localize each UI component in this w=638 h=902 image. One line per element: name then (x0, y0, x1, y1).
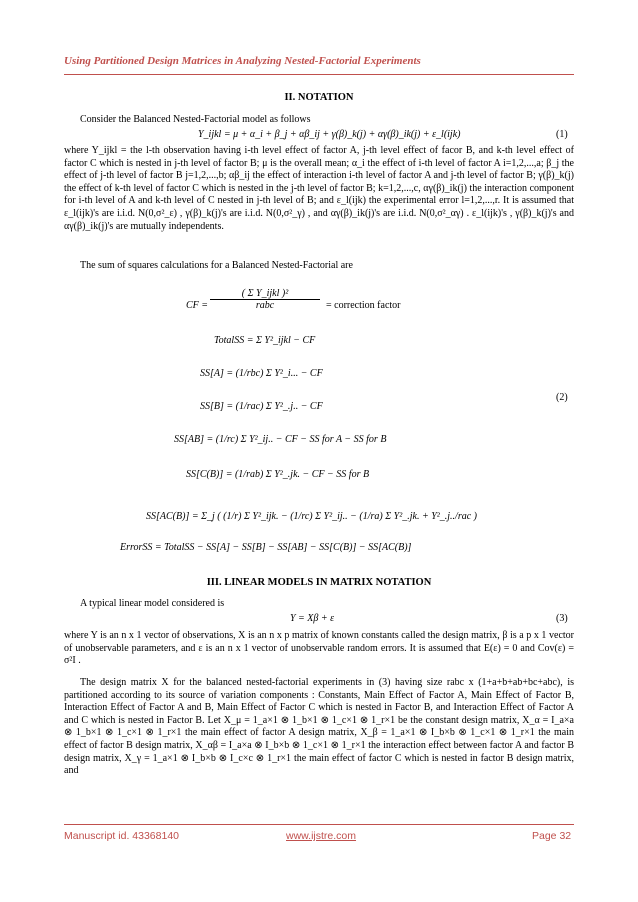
total-ss-formula: TotalSS = Σ Y²_ijkl − CF (214, 335, 316, 346)
equation-number-1: (1) (556, 129, 568, 140)
cf-numerator (210, 288, 320, 311)
ss-intro: The sum of squares calculations for a Balanced Nested-Factorial are (80, 260, 353, 271)
footer-website-link[interactable] (286, 830, 356, 842)
design-matrix-paragraph: The design matrix X for the balanced nested-factorial experiments in (3) having size rabc x (1+a+b+ab+bc+abc), is partitioned according to its source of variation components : Constants, Main Effect of Factor A, Main Effect of Factor B, Interaction Effect of Factor A and B, Main Effect of Factor C which is nested in Factor B, and Interaction Effect of Factor A and C which is nested in Factor B. Let X_μ = 1_a×1 ⊗ 1_b×1 ⊗ 1_c×1 ⊗ 1_r×1 be the constant design matrix, X_α = I_a×a ⊗ 1_b×1 ⊗ 1_c×1 ⊗ 1_r×1 the main effect of factor A design matrix, X_β = 1_a×1 ⊗ I_b×b ⊗ 1_c×1 ⊗ 1_r×1 the main effect of factor B design matrix, X_αβ = I_a×a ⊗ I_b×b ⊗ 1_c×1 ⊗ 1_r×1 the interaction effect between factor A and factor B design matrix, X_γ = 1_a×1 ⊗ I_b×b ⊗ I_c×c ⊗ 1_r×1 the main effect of factor C which is nested in factor B design matrix, and (64, 677, 574, 777)
header-rule (64, 74, 574, 75)
ss-cb-formula: SS[C(B)] = (1/rab) Σ Y²_.jk. − CF − SS for B (186, 469, 370, 480)
linear-model-intro: A typical linear model considered is (80, 598, 225, 609)
model-equation-3: Y = Xβ + ε (290, 613, 335, 624)
footer-manuscript-id: Manuscript id. 43368140 (64, 830, 179, 842)
cf-num-text: ( Σ Y_ijkl )² (210, 288, 320, 300)
cf-note: = correction factor (326, 300, 401, 311)
cf-den-text: rabc (255, 300, 275, 311)
matrix-where-paragraph: where Y is an n x 1 vector of observations, X is an n x p matrix of known constants called the design matrix, β is a p x 1 vector of unobservable parameters, and ε is an n x 1 vector of unobservable random errors. It is assumed that E(ε) = 0 and Cov(ε) = σ²I . (64, 630, 574, 667)
model-equation-1: Y_ijkl = μ + α_i + β_j + αβ_ij + γ(β)_k(j) + αγ(β)_ik(j) + ε_l(ijk) (198, 129, 461, 140)
section-title-matrix-notation: III. LINEAR MODELS IN MATRIX NOTATION (206, 577, 432, 588)
website-link[interactable]: www.ijstre.com (286, 830, 357, 842)
error-ss-formula: ErrorSS = TotalSS − SS[A] − SS[B] − SS[AB] − SS[C(B)] − SS[AC(B)] (120, 542, 412, 553)
section-title-notation: II. NOTATION (284, 92, 354, 103)
notation-where-paragraph: where Y_ijkl = the l-th observation having i-th level effect of factor A, j-th level effect of facor B, and k-th level effect of factor C which is nested in j-th level of factor B; μ is the overall mean; α_i the effect of i-th level of factor A i=1,2,...,a; β_j the effect of j-th level of factor B j=1,2,...,b; αβ_ij the effect of interaction i-th level of factor A and j-th level of factor B; γ(β)_k(j) the effect of k-th level of factor C which is nested in the j-th level of factor B; k=1,2,...,c, αγ(β)_ik(j) the interaction component for i-th level of A and k-th level of C nested in j-th level of B; and ε_l(ijk) the experimental error l=1,2,...,r. It is assumed that ε_l(ijk)'s are i.i.d. N(0,σ²_ε) , γ(β)_k(j)'s are i.i.d. N(0,σ²_γ) , and αγ(β)_ik(j)'s are i.i.d. N(0,σ²_αγ) . ε_l(ijk)'s , γ(β)_k(j)'s and αγ(β)_ik(j)'s are mutually independents. (64, 145, 574, 232)
ss-b-formula: SS[B] = (1/rac) Σ Y²_.j.. − CF (200, 401, 323, 412)
notation-intro: Consider the Balanced Nested-Factorial model as follows (80, 114, 311, 125)
ss-ab-formula: SS[AB] = (1/rc) Σ Y²_ij.. − CF − SS for A − SS for B (174, 434, 387, 445)
equation-number-3: (3) (556, 613, 568, 624)
running-header: Using Partitioned Design Matrices in Analyzing Nested-Factorial Experiments (64, 55, 421, 67)
ss-acb-formula: SS[AC(B)] = Σ_j ( (1/r) Σ Y²_ijk. − (1/rc) Σ Y²_ij.. − (1/ra) Σ Y²_.jk. + Y²_.j../rac ) (146, 511, 477, 522)
equation-number-2: (2) (556, 392, 568, 403)
footer-rule (64, 824, 574, 825)
ss-a-formula: SS[A] = (1/rbc) Σ Y²_i... − CF (200, 368, 323, 379)
footer-page-number: Page 32 (532, 830, 572, 842)
cf-label: CF = (186, 300, 209, 311)
